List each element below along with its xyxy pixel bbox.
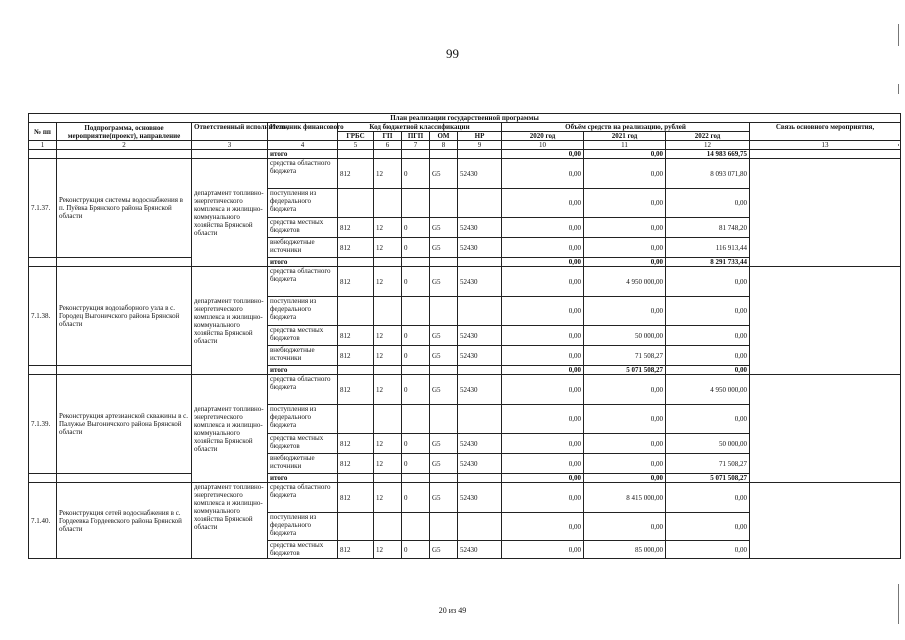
col-executor: Ответственный исполнитель, [192, 123, 268, 141]
cell-2022: 4 950 000,00 [666, 375, 750, 405]
cell-2022: 0,00 [666, 267, 750, 297]
cell-2020: 0,00 [502, 297, 584, 326]
cell-gp [374, 297, 402, 326]
col-no: № пп [29, 123, 57, 141]
cell-2020: 0,00 [502, 159, 584, 189]
cell-gp: 12 [374, 434, 402, 454]
table-row [29, 150, 901, 159]
column-number: 1 [29, 141, 57, 150]
cell-np [458, 405, 502, 434]
column-number: 7 [402, 141, 430, 150]
cell-pgp: 0 [402, 375, 430, 405]
cell-np: 52430 [458, 218, 502, 238]
cell-2022: 0,00 [666, 483, 750, 513]
cell-gp: 12 [374, 238, 402, 258]
cell-grbs: 812 [338, 267, 374, 297]
cell-pgp [402, 405, 430, 434]
cell-np: 52430 [458, 434, 502, 454]
cell-gp: 12 [374, 375, 402, 405]
cell-2022: 0,00 [666, 346, 750, 366]
cell-pgp [402, 189, 430, 218]
cell-np: 52430 [458, 483, 502, 513]
column-number: 5 [338, 141, 374, 150]
cell-2020: 0,00 [502, 326, 584, 346]
item-executor: департамент топливно-энергетического комплекса и жилищно-коммунального хозяйства Брянской области [192, 159, 268, 267]
source-label: внебюджетные источники [268, 346, 338, 366]
cell-pgp: 0 [402, 159, 430, 189]
source-label: средства областного бюджета [268, 483, 338, 513]
cell-om: G5 [430, 375, 458, 405]
item-name: Реконструкция артезианской скважины в с. Палужье Выгоничского района Брянской области [57, 375, 192, 474]
cell-pgp: 0 [402, 454, 430, 474]
col-grbs: ГРБС [338, 132, 374, 141]
cell-2022: 116 913,44 [666, 238, 750, 258]
cell-om: G5 [430, 483, 458, 513]
cell-gp [374, 405, 402, 434]
column-number: 4 [268, 141, 338, 150]
column-number: 3 [192, 141, 268, 150]
item-number: 7.1.39. [29, 375, 57, 474]
cell-2022: 0,00 [666, 541, 750, 559]
col-np: НР [458, 132, 502, 141]
source-label: средства областного бюджета [268, 159, 338, 189]
cell-2021: 85 000,00 [584, 541, 666, 559]
cell-2022: 0,00 [666, 189, 750, 218]
cell-grbs [338, 189, 374, 218]
cell-2021: 0,00 [584, 159, 666, 189]
cell-np: 52430 [458, 159, 502, 189]
cell-2020: 0,00 [502, 541, 584, 559]
cell-2022: 50 000,00 [666, 434, 750, 454]
cell-2022: 8 093 071,80 [666, 159, 750, 189]
cell-2020: 0,00 [502, 454, 584, 474]
source-label: внебюджетные источники [268, 238, 338, 258]
cell-grbs: 812 [338, 159, 374, 189]
source-label: средства областного бюджета [268, 267, 338, 297]
cell-np [458, 513, 502, 541]
col-om: ОМ [430, 132, 458, 141]
cell-2021: 4 950 000,00 [584, 267, 666, 297]
cell-np [458, 189, 502, 218]
source-label: поступления из федерального бюджета [268, 513, 338, 541]
cell-pgp: 0 [402, 267, 430, 297]
column-number: 10 [502, 141, 584, 150]
col-gp: ГП [374, 132, 402, 141]
total-2021: 5 071 508,27 [584, 366, 666, 375]
cell-grbs: 812 [338, 375, 374, 405]
cell-grbs [338, 297, 374, 326]
cell-om: G5 [430, 454, 458, 474]
source-label: поступления из федерального бюджета [268, 297, 338, 326]
total-2020: 0,00 [502, 150, 584, 159]
item-number: 7.1.38. [29, 267, 57, 366]
source-label: внебюджетные источники [268, 454, 338, 474]
cell-2021: 0,00 [584, 297, 666, 326]
cell-grbs: 812 [338, 218, 374, 238]
budget-code-title: Код бюджетной классификации [338, 123, 502, 132]
table-row [29, 159, 901, 189]
total-label: итого [268, 474, 338, 483]
item-executor: департамент топливно-энергетического комплекса и жилищно-коммунального хозяйства Брянской области [192, 267, 268, 375]
cell-grbs: 812 [338, 434, 374, 454]
cell-np: 52430 [458, 454, 502, 474]
cell-gp: 12 [374, 267, 402, 297]
total-2021: 0,00 [584, 258, 666, 267]
cell-gp: 12 [374, 454, 402, 474]
source-label: средства областного бюджета [268, 375, 338, 405]
cell-2020: 0,00 [502, 375, 584, 405]
table-row [29, 267, 901, 297]
table-row [29, 483, 901, 513]
column-number: 13 [750, 141, 901, 150]
col-2021: 2021 год [584, 132, 666, 141]
cell-pgp: 0 [402, 541, 430, 559]
total-2020: 0,00 [502, 474, 584, 483]
col-2022: 2022 год [666, 132, 750, 141]
total-2022: 0,00 [666, 366, 750, 375]
cell-2021: 8 415 000,00 [584, 483, 666, 513]
col-2020: 2020 год [502, 132, 584, 141]
cell-om: G5 [430, 346, 458, 366]
cell-2021: 0,00 [584, 375, 666, 405]
cell-2021: 0,00 [584, 513, 666, 541]
cell-np: 52430 [458, 267, 502, 297]
cell-om [430, 189, 458, 218]
total-2020: 0,00 [502, 258, 584, 267]
cell-pgp: 0 [402, 434, 430, 454]
cell-pgp [402, 513, 430, 541]
col-pgp: ПГП [402, 132, 430, 141]
cell-2020: 0,00 [502, 189, 584, 218]
total-label: итого [268, 150, 338, 159]
cell-om: G5 [430, 267, 458, 297]
cell-om [430, 405, 458, 434]
cell-gp: 12 [374, 483, 402, 513]
cell-2020: 0,00 [502, 238, 584, 258]
cell-2021: 0,00 [584, 218, 666, 238]
column-number: 2 [57, 141, 192, 150]
total-2022: 5 071 508,27 [666, 474, 750, 483]
cell-2021: 50 000,00 [584, 326, 666, 346]
col-link: Связь основного мероприятия, [750, 123, 901, 141]
cell-gp [374, 513, 402, 541]
cell-om [430, 297, 458, 326]
cell-om: G5 [430, 541, 458, 559]
cell-2020: 0,00 [502, 405, 584, 434]
funds-title: Объём средств на реализацию, рублей [502, 123, 750, 132]
cell-np: 52430 [458, 238, 502, 258]
source-label: средства местных бюджетов [268, 326, 338, 346]
cell-om: G5 [430, 326, 458, 346]
cell-gp: 12 [374, 346, 402, 366]
column-number: 9 [458, 141, 502, 150]
source-label: средства местных бюджетов [268, 218, 338, 238]
cell-np [458, 297, 502, 326]
item-number: 7.1.37. [29, 159, 57, 258]
cell-om: G5 [430, 159, 458, 189]
cell-gp: 12 [374, 218, 402, 238]
cell-pgp: 0 [402, 346, 430, 366]
page-footer: 20 из 49 [438, 606, 467, 615]
cell-2022: 81 748,20 [666, 218, 750, 238]
item-name: Реконструкция водозаборного узла в с. Городец Выгоничского района Брянской области [57, 267, 192, 366]
cell-2022: 71 508,27 [666, 454, 750, 474]
table-title: План реализации государственной программы [29, 114, 901, 123]
col-source: Источник финансового [268, 123, 338, 141]
source-label: поступления из федерального бюджета [268, 189, 338, 218]
cell-2022: 0,00 [666, 513, 750, 541]
cell-grbs: 812 [338, 454, 374, 474]
cell-np: 52430 [458, 326, 502, 346]
cell-om [430, 513, 458, 541]
cell-2020: 0,00 [502, 513, 584, 541]
cell-pgp: 0 [402, 326, 430, 346]
cell-grbs: 812 [338, 483, 374, 513]
total-2021: 0,00 [584, 150, 666, 159]
cell-gp [374, 189, 402, 218]
source-label: средства местных бюджетов [268, 541, 338, 559]
col-program: Подпрограмма, основное мероприятие(проект), направление [57, 123, 192, 141]
cell-2021: 71 508,27 [584, 346, 666, 366]
cell-pgp: 0 [402, 218, 430, 238]
cell-pgp: 0 [402, 238, 430, 258]
cell-2021: 0,00 [584, 238, 666, 258]
table-row [29, 375, 901, 405]
cell-2020: 0,00 [502, 267, 584, 297]
cell-2020: 0,00 [502, 346, 584, 366]
column-number: 12 [666, 141, 750, 150]
cell-grbs [338, 513, 374, 541]
cell-np: 52430 [458, 375, 502, 405]
cell-2021: 0,00 [584, 405, 666, 434]
source-label: средства местных бюджетов [268, 434, 338, 454]
item-name: Реконструкция системы водоснабжения в п. Пуёвка Брянского района Брянской области [57, 159, 192, 258]
cell-2022: 0,00 [666, 405, 750, 434]
cell-grbs [338, 405, 374, 434]
item-executor: департамент топливно-энергетического комплекса и жилищно-коммунального хозяйства Брянской области [192, 483, 268, 559]
cell-2022: 0,00 [666, 326, 750, 346]
cell-grbs: 812 [338, 238, 374, 258]
column-number: 11 [584, 141, 666, 150]
cell-2021: 0,00 [584, 454, 666, 474]
cell-np: 52430 [458, 346, 502, 366]
cell-om: G5 [430, 218, 458, 238]
cell-2021: 0,00 [584, 189, 666, 218]
source-label: поступления из федерального бюджета [268, 405, 338, 434]
cell-gp: 12 [374, 159, 402, 189]
total-label: итого [268, 258, 338, 267]
total-label: итого [268, 366, 338, 375]
total-2022: 14 983 669,75 [666, 150, 750, 159]
cell-2022: 0,00 [666, 297, 750, 326]
cell-2021: 0,00 [584, 434, 666, 454]
cell-pgp: 0 [402, 483, 430, 513]
cell-om: G5 [430, 434, 458, 454]
page-number: 99 [446, 46, 459, 61]
cell-gp: 12 [374, 541, 402, 559]
total-2021: 0,00 [584, 474, 666, 483]
cell-2020: 0,00 [502, 483, 584, 513]
cell-grbs: 812 [338, 346, 374, 366]
cell-2020: 0,00 [502, 218, 584, 238]
total-2022: 8 291 733,44 [666, 258, 750, 267]
total-2020: 0,00 [502, 366, 584, 375]
item-executor: департамент топливно-энергетического комплекса и жилищно-коммунального хозяйства Брянской области [192, 375, 268, 483]
cell-grbs: 812 [338, 541, 374, 559]
cell-grbs: 812 [338, 326, 374, 346]
item-name: Реконструкция сетей водоснабжения в с. Гордеевка Гордеевского района Брянской области [57, 483, 192, 559]
plan-table [28, 113, 901, 559]
column-number: 6 [374, 141, 402, 150]
cell-2020: 0,00 [502, 434, 584, 454]
cell-pgp [402, 297, 430, 326]
cell-om: G5 [430, 238, 458, 258]
cell-gp: 12 [374, 326, 402, 346]
cell-np: 52430 [458, 541, 502, 559]
item-number: 7.1.40. [29, 483, 57, 559]
column-number: 8 [430, 141, 458, 150]
